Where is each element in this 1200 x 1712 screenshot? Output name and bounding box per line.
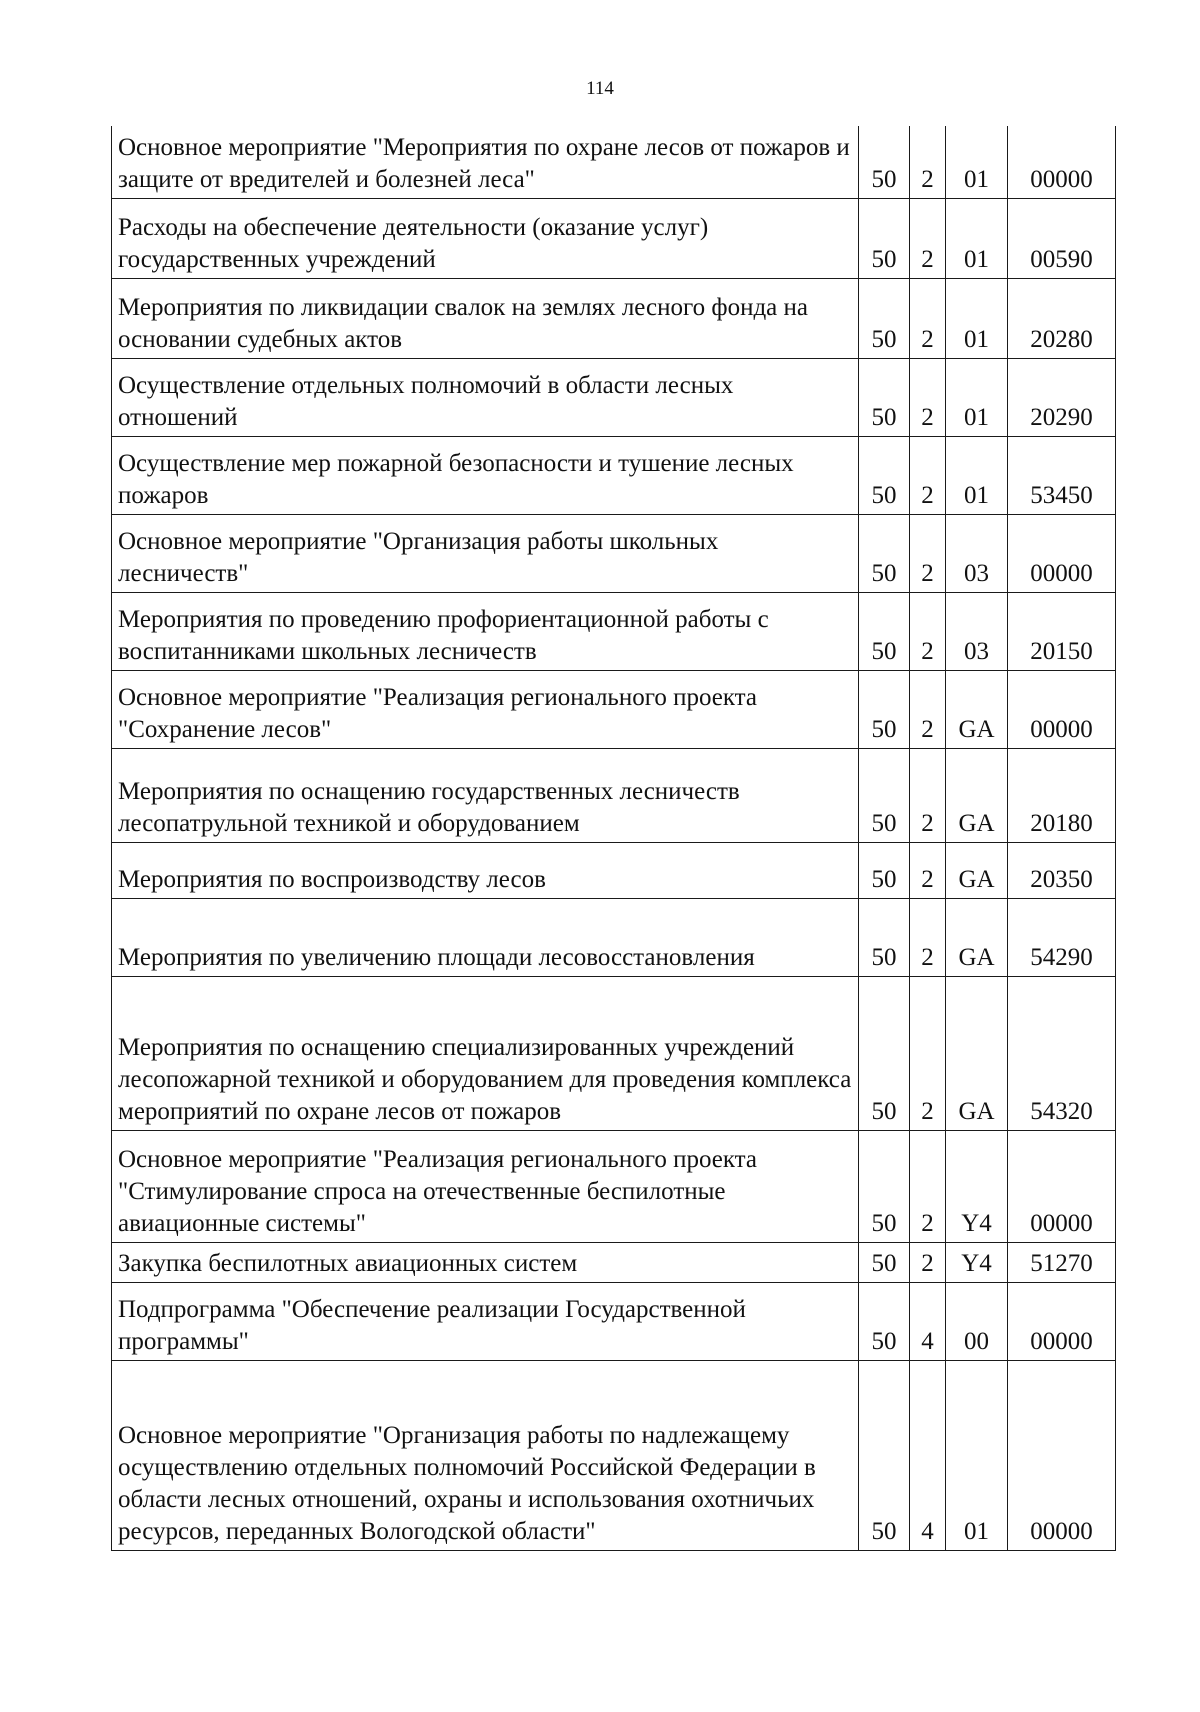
code-event: GA [946, 976, 1008, 1130]
code-event: 01 [946, 126, 1008, 198]
budget-classification-table [111, 126, 1116, 1551]
code-direction: 51270 [1008, 1242, 1116, 1282]
code-event: Y4 [946, 1242, 1008, 1282]
code-direction: 00000 [1008, 1282, 1116, 1360]
code-subprogram: 2 [910, 126, 946, 198]
code-program: 50 [859, 358, 910, 436]
code-program: 50 [859, 198, 910, 278]
table-row [112, 126, 1116, 198]
table-row [112, 436, 1116, 514]
code-subprogram: 2 [910, 198, 946, 278]
code-program: 50 [859, 748, 910, 842]
code-direction: 53450 [1008, 436, 1116, 514]
table-row [112, 976, 1116, 1130]
code-subprogram: 2 [910, 748, 946, 842]
code-direction: 20290 [1008, 358, 1116, 436]
table-row [112, 198, 1116, 278]
table-row [112, 514, 1116, 592]
table-row [112, 1242, 1116, 1282]
code-direction: 20150 [1008, 592, 1116, 670]
row-name: Основное мероприятие "Реализация регионального проекта "Сохранение лесов" [112, 670, 859, 748]
code-direction: 54320 [1008, 976, 1116, 1130]
row-name: Мероприятия по увеличению площади лесовосстановления [112, 898, 859, 976]
table-row [112, 898, 1116, 976]
code-direction: 00000 [1008, 126, 1116, 198]
page-number: 114 [586, 78, 614, 99]
code-event: 01 [946, 278, 1008, 358]
code-subprogram: 4 [910, 1282, 946, 1360]
code-event: GA [946, 842, 1008, 898]
code-event: GA [946, 670, 1008, 748]
code-program: 50 [859, 514, 910, 592]
table-row [112, 1282, 1116, 1360]
row-name: Мероприятия по ликвидации свалок на землях лесного фонда на основании судебных актов [112, 278, 859, 358]
code-direction: 00000 [1008, 514, 1116, 592]
code-subprogram: 2 [910, 514, 946, 592]
code-direction: 00000 [1008, 670, 1116, 748]
code-event: 03 [946, 592, 1008, 670]
code-program: 50 [859, 1282, 910, 1360]
row-name: Осуществление мер пожарной безопасности и тушение лесных пожаров [112, 436, 859, 514]
code-event: Y4 [946, 1130, 1008, 1242]
row-name: Основное мероприятие "Мероприятия по охране лесов от пожаров и защите от вредителей и болезней леса" [112, 126, 859, 198]
row-name: Подпрограмма "Обеспечение реализации Государственной программы" [112, 1282, 859, 1360]
code-program: 50 [859, 1242, 910, 1282]
row-name: Основное мероприятие "Реализация регионального проекта "Стимулирование спроса на отечественные беспилотные авиационные системы" [112, 1130, 859, 1242]
code-subprogram: 2 [910, 670, 946, 748]
code-event: 01 [946, 198, 1008, 278]
row-name: Мероприятия по оснащению государственных лесничеств лесопатрульной техникой и оборудованием [112, 748, 859, 842]
code-direction: 00590 [1008, 198, 1116, 278]
code-direction: 20180 [1008, 748, 1116, 842]
code-direction: 00000 [1008, 1130, 1116, 1242]
code-subprogram: 2 [910, 278, 946, 358]
row-name: Мероприятия по проведению профориентационной работы с воспитанниками школьных лесничеств [112, 592, 859, 670]
code-direction: 54290 [1008, 898, 1116, 976]
code-program: 50 [859, 1130, 910, 1242]
code-program: 50 [859, 592, 910, 670]
table-row [112, 1130, 1116, 1242]
code-program: 50 [859, 436, 910, 514]
code-subprogram: 2 [910, 976, 946, 1130]
code-event: 01 [946, 436, 1008, 514]
code-event: 01 [946, 358, 1008, 436]
code-program: 50 [859, 898, 910, 976]
code-subprogram: 2 [910, 436, 946, 514]
code-direction: 20350 [1008, 842, 1116, 898]
code-subprogram: 2 [910, 898, 946, 976]
code-subprogram: 2 [910, 1242, 946, 1282]
code-direction: 00000 [1008, 1360, 1116, 1550]
row-name: Основное мероприятие "Организация работы по надлежащему осуществлению отдельных полномочий Российской Федерации в области лесных отношений, охраны и использования охотничьих ресурсов, переданных Вологодской области" [112, 1360, 859, 1550]
table-row [112, 842, 1116, 898]
code-event: 00 [946, 1282, 1008, 1360]
code-subprogram: 2 [910, 842, 946, 898]
code-subprogram: 2 [910, 358, 946, 436]
row-name: Расходы на обеспечение деятельности (оказание услуг) государственных учреждений [112, 198, 859, 278]
table-row [112, 592, 1116, 670]
table-row [112, 1360, 1116, 1550]
code-program: 50 [859, 842, 910, 898]
code-direction: 20280 [1008, 278, 1116, 358]
table-row [112, 670, 1116, 748]
code-event: GA [946, 748, 1008, 842]
table-row [112, 748, 1116, 842]
code-program: 50 [859, 976, 910, 1130]
code-subprogram: 4 [910, 1360, 946, 1550]
code-program: 50 [859, 1360, 910, 1550]
code-program: 50 [859, 278, 910, 358]
code-program: 50 [859, 126, 910, 198]
code-subprogram: 2 [910, 592, 946, 670]
row-name: Мероприятия по оснащению специализированных учреждений лесопожарной техникой и оборудованием для проведения комплекса мероприятий по охране лесов от пожаров [112, 976, 859, 1130]
row-name: Мероприятия по воспроизводству лесов [112, 842, 859, 898]
row-name: Закупка беспилотных авиационных систем [112, 1242, 859, 1282]
code-event: 03 [946, 514, 1008, 592]
row-name: Осуществление отдельных полномочий в области лесных отношений [112, 358, 859, 436]
code-subprogram: 2 [910, 1130, 946, 1242]
code-event: GA [946, 898, 1008, 976]
code-program: 50 [859, 670, 910, 748]
row-name: Основное мероприятие "Организация работы школьных лесничеств" [112, 514, 859, 592]
table-row [112, 278, 1116, 358]
table-row [112, 358, 1116, 436]
code-event: 01 [946, 1360, 1008, 1550]
